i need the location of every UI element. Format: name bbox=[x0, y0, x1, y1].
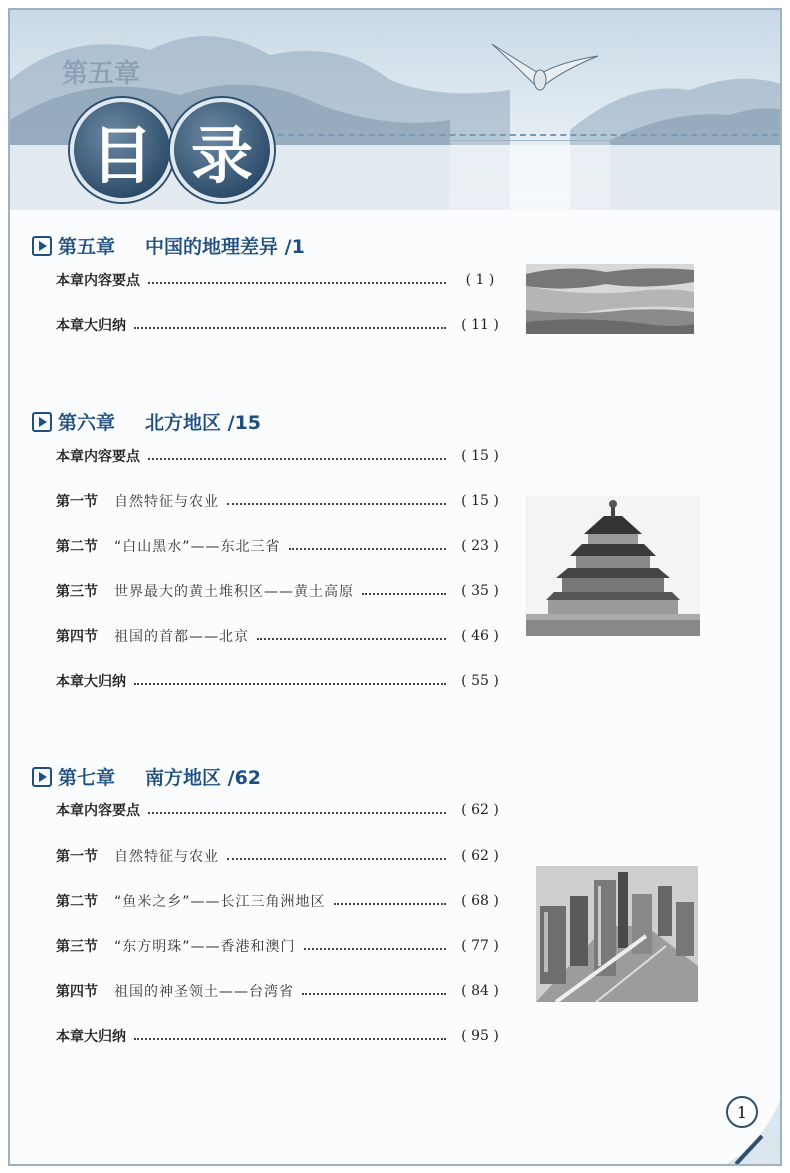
row-label: 本章内容要点 bbox=[56, 449, 140, 465]
toc-row[interactable] bbox=[56, 491, 506, 511]
row-title: 自然特征与农业 bbox=[114, 494, 219, 510]
desert-photo bbox=[526, 264, 694, 334]
chapter-heading[interactable] bbox=[32, 763, 261, 790]
toc-row[interactable] bbox=[56, 1026, 506, 1046]
chapter-title: 南方地区 /62 bbox=[145, 767, 262, 789]
leader-dots bbox=[304, 948, 446, 950]
row-page: ( 15 ) bbox=[461, 493, 499, 509]
row-title: 祖国的首都——北京 bbox=[114, 629, 249, 645]
leader-dots bbox=[227, 503, 446, 505]
row-label: 第四节 bbox=[56, 629, 98, 645]
row-page: ( 23 ) bbox=[461, 538, 499, 554]
leader-dots bbox=[289, 548, 446, 550]
row-page: ( 35 ) bbox=[461, 583, 499, 599]
header-divider-thin bbox=[268, 140, 782, 141]
leader-dots bbox=[148, 812, 446, 814]
document-page bbox=[8, 8, 782, 1166]
chapter-heading[interactable] bbox=[32, 232, 305, 259]
toc-title bbox=[70, 98, 270, 202]
toc-row[interactable] bbox=[56, 270, 506, 290]
row-page: ( 55 ) bbox=[461, 673, 499, 689]
row-label: 第二节 bbox=[56, 539, 98, 555]
row-page: ( 62 ) bbox=[461, 848, 499, 864]
toc-row[interactable] bbox=[56, 800, 506, 820]
row-page: ( 15 ) bbox=[461, 448, 499, 464]
row-label: 第二节 bbox=[56, 894, 98, 910]
row-label: 第一节 bbox=[56, 494, 98, 510]
toc-row[interactable] bbox=[56, 846, 506, 866]
temple-of-heaven-photo bbox=[526, 496, 700, 636]
leader-dots bbox=[227, 858, 446, 860]
toc-row[interactable] bbox=[56, 891, 506, 911]
header-divider bbox=[268, 134, 782, 136]
row-title: 世界最大的黄土堆积区——黄土高原 bbox=[114, 584, 354, 600]
row-page: ( 11 ) bbox=[461, 317, 499, 333]
row-label: 本章大归纳 bbox=[56, 318, 126, 334]
row-title: 自然特征与农业 bbox=[114, 849, 219, 865]
leader-dots bbox=[134, 1038, 446, 1040]
row-page: ( 77 ) bbox=[461, 938, 499, 954]
row-label: 本章内容要点 bbox=[56, 273, 140, 289]
row-label: 本章大归纳 bbox=[56, 674, 126, 690]
toc-row[interactable] bbox=[56, 536, 506, 556]
watermark-text: 第五章 bbox=[62, 59, 141, 89]
leader-dots bbox=[362, 593, 446, 595]
row-title: “东方明珠”——香港和澳门 bbox=[114, 939, 296, 955]
title-char-lu: 录 bbox=[170, 98, 274, 202]
chapter-label: 第六章 bbox=[58, 412, 116, 434]
row-label: 第四节 bbox=[56, 984, 98, 1000]
chapter-heading[interactable] bbox=[32, 408, 261, 435]
row-title: 祖国的神圣领土——台湾省 bbox=[114, 984, 294, 1000]
row-label: 本章大归纳 bbox=[56, 1029, 126, 1045]
play-arrow-icon bbox=[32, 767, 52, 787]
toc-row[interactable] bbox=[56, 671, 506, 691]
row-page: ( 62 ) bbox=[461, 802, 499, 818]
leader-dots bbox=[334, 903, 446, 905]
row-label: 第三节 bbox=[56, 584, 98, 600]
toc-row[interactable] bbox=[56, 626, 506, 646]
row-title: “鱼米之乡”——长江三角洲地区 bbox=[114, 894, 326, 910]
toc-row[interactable] bbox=[56, 581, 506, 601]
chapter-title: 北方地区 /15 bbox=[145, 412, 262, 434]
leader-dots bbox=[134, 327, 446, 329]
title-char-mu: 目 bbox=[70, 98, 174, 202]
row-label: 本章内容要点 bbox=[56, 803, 140, 819]
leader-dots bbox=[148, 458, 446, 460]
row-page: ( 46 ) bbox=[461, 628, 499, 644]
play-arrow-icon bbox=[32, 412, 52, 432]
play-arrow-icon bbox=[32, 236, 52, 256]
row-label: 第三节 bbox=[56, 939, 98, 955]
chapter-label: 第七章 bbox=[58, 767, 116, 789]
toc-row[interactable] bbox=[56, 315, 506, 335]
leader-dots bbox=[148, 282, 446, 284]
page-number: 1 bbox=[726, 1096, 758, 1128]
chapter-title: 中国的地理差异 /1 bbox=[145, 236, 305, 258]
leader-dots bbox=[257, 638, 446, 640]
row-page: ( 68 ) bbox=[461, 893, 499, 909]
leader-dots bbox=[134, 683, 446, 685]
row-page: ( 84 ) bbox=[461, 983, 499, 999]
row-title: “白山黑水”——东北三省 bbox=[114, 539, 281, 555]
row-label: 第一节 bbox=[56, 849, 98, 865]
chapter-label: 第五章 bbox=[58, 236, 116, 258]
toc-row[interactable] bbox=[56, 936, 506, 956]
toc-row[interactable] bbox=[56, 446, 506, 466]
city-skyline-photo bbox=[536, 866, 698, 1002]
toc-row[interactable] bbox=[56, 981, 506, 1001]
leader-dots bbox=[302, 993, 446, 995]
row-page: ( 95 ) bbox=[461, 1028, 499, 1044]
row-page: ( 1 ) bbox=[465, 272, 495, 288]
